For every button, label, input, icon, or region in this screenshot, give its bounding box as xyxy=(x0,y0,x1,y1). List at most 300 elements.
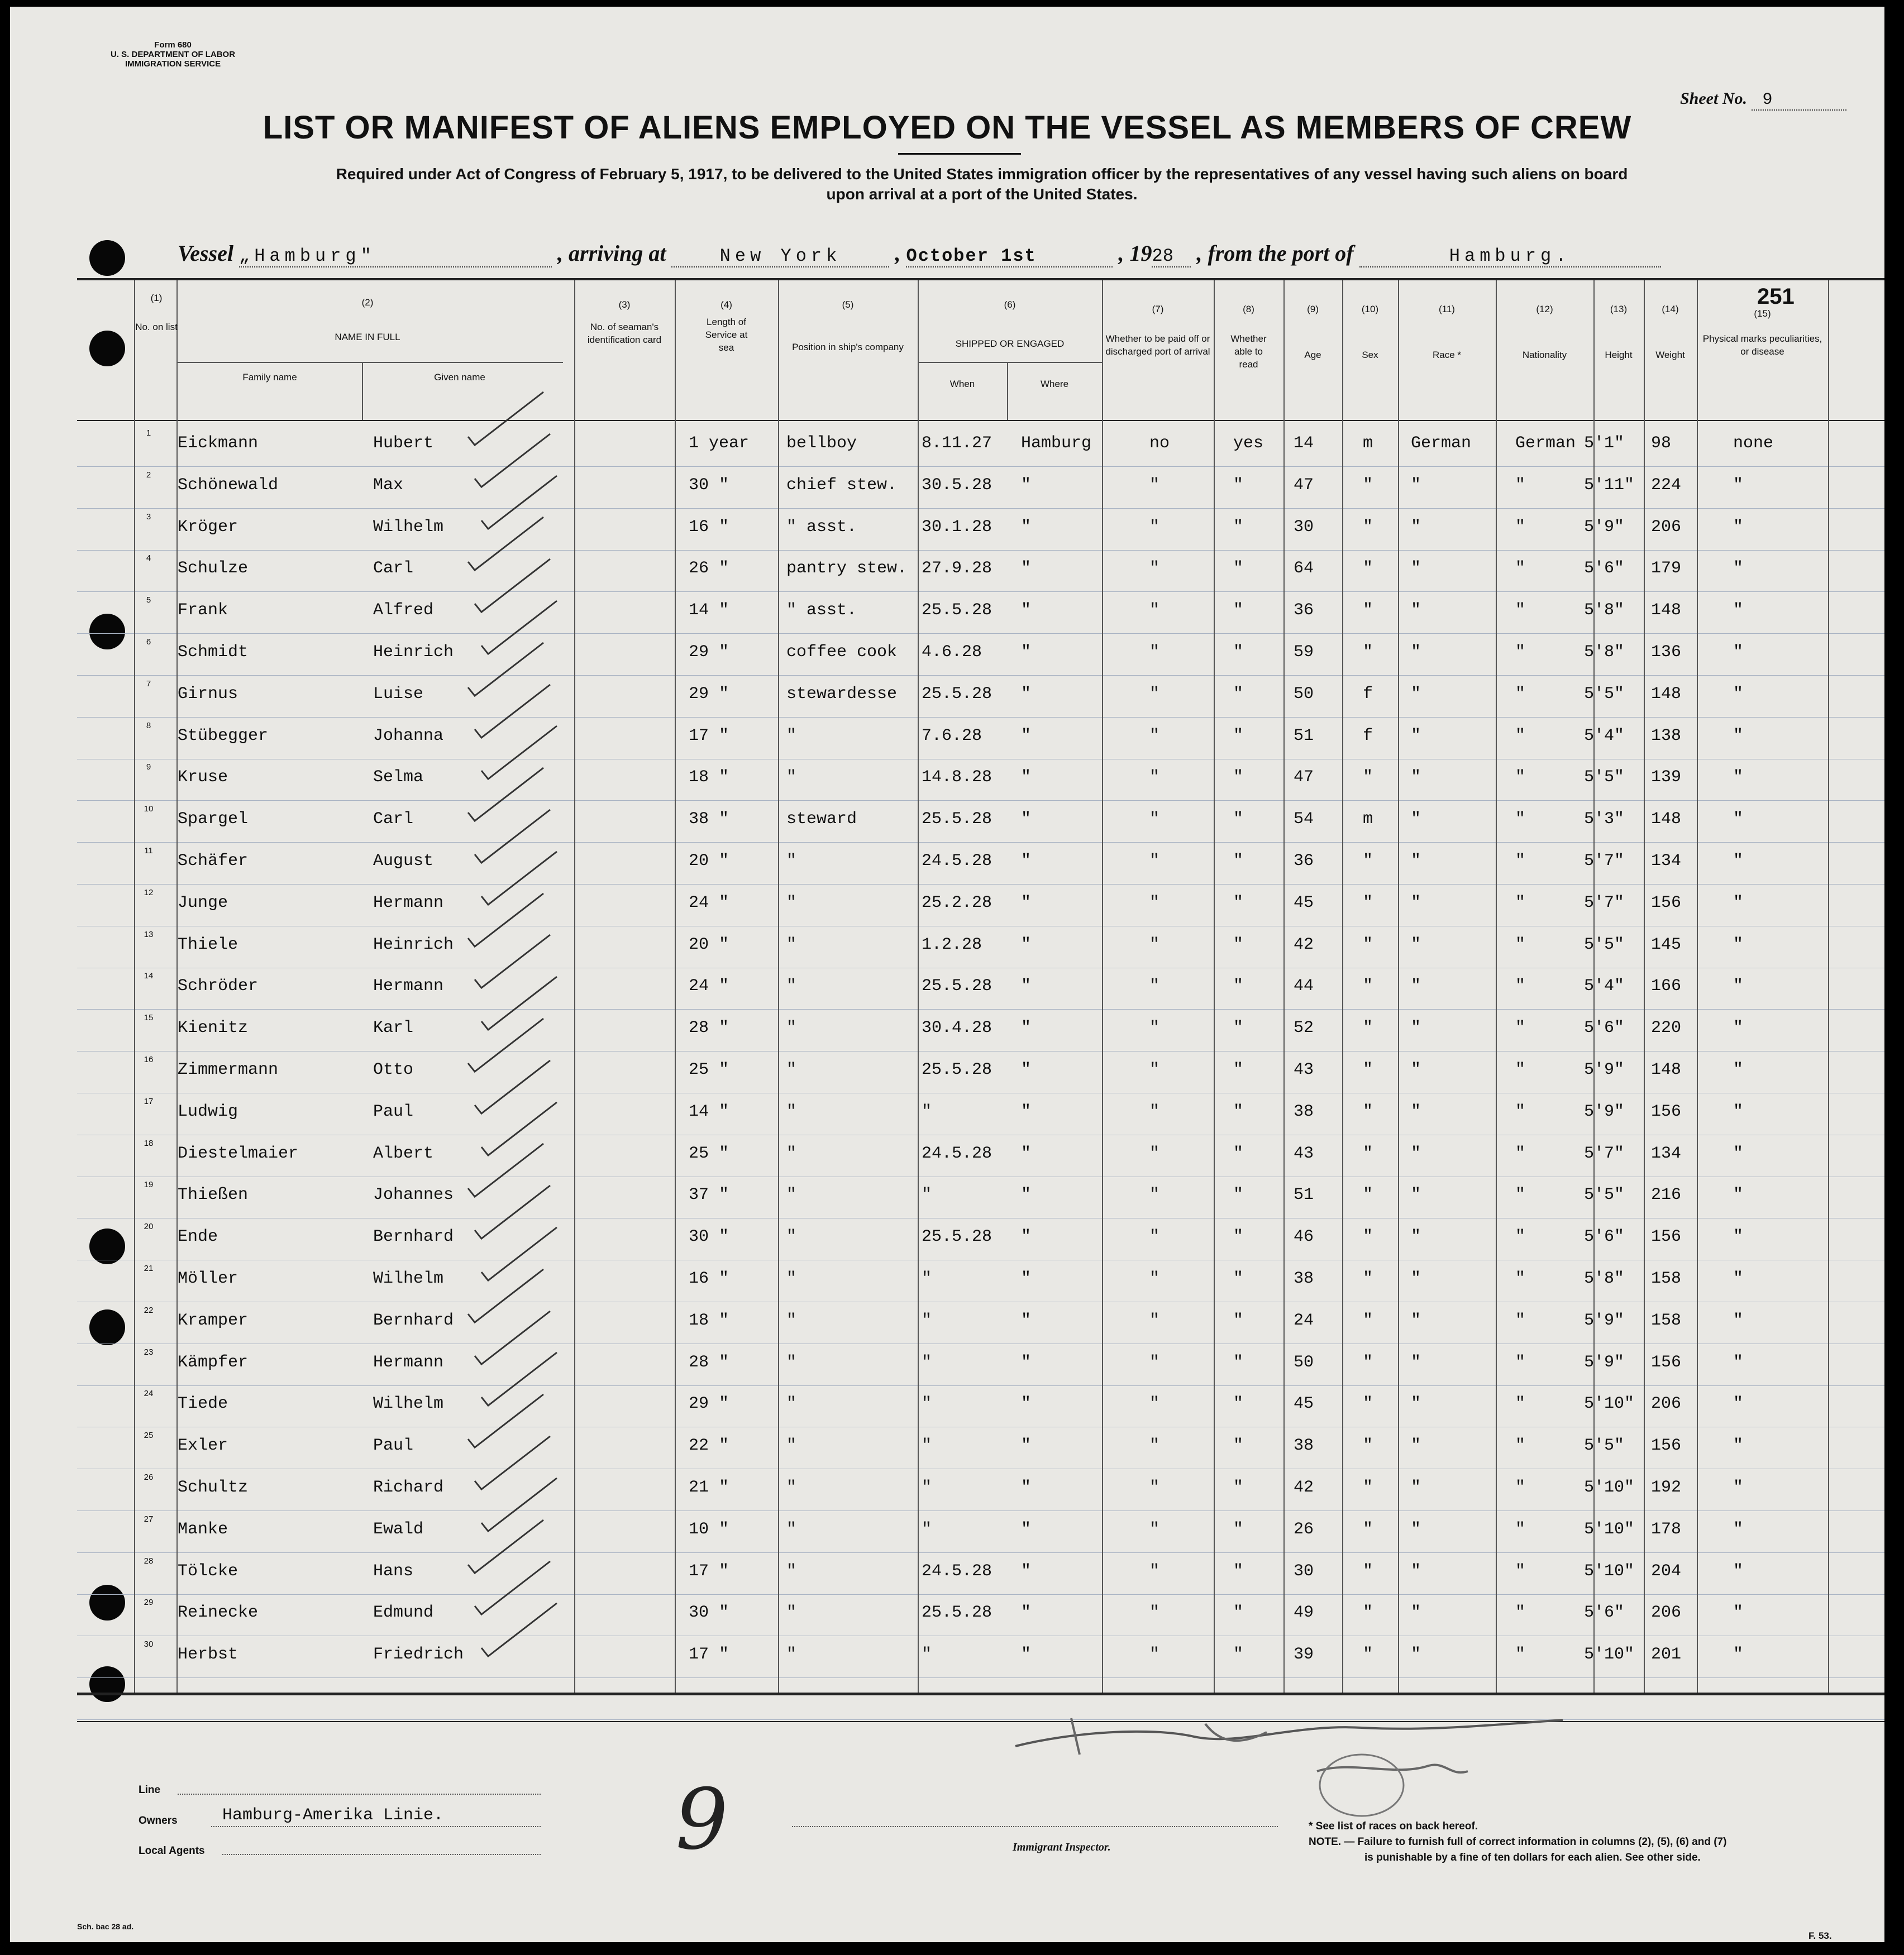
race: " xyxy=(1411,1227,1421,1246)
column-number: (3) xyxy=(618,299,631,310)
column-number: (4) xyxy=(720,299,732,310)
nationality: " xyxy=(1515,810,1526,829)
race: " xyxy=(1411,1019,1421,1038)
age: 38 xyxy=(1294,1436,1314,1455)
length-of-service: 10 " xyxy=(689,1520,729,1539)
family-name: Frank xyxy=(178,601,228,620)
age: 36 xyxy=(1294,852,1314,871)
shipped-when: " xyxy=(922,1478,932,1497)
note-line: is punishable by a fine of ten dollars for each alien. See other side. xyxy=(1364,1852,1701,1863)
weight: 178 xyxy=(1651,1520,1682,1539)
physical-marks: " xyxy=(1733,1394,1744,1413)
nationality: " xyxy=(1515,768,1526,787)
age: 50 xyxy=(1294,1353,1314,1372)
arrival-year: 28 xyxy=(1152,246,1191,267)
paid-off: " xyxy=(1149,852,1160,871)
column-number: (10) xyxy=(1361,304,1379,314)
nationality: " xyxy=(1515,1227,1526,1246)
shipped-when: " xyxy=(922,1436,932,1455)
physical-marks: " xyxy=(1733,1019,1744,1038)
header-height: Height xyxy=(1605,350,1633,360)
rownum: 14 xyxy=(144,971,154,981)
column-number: (2) xyxy=(361,297,374,308)
given-name: Ewald xyxy=(373,1520,424,1539)
given-name: Bernhard xyxy=(373,1227,454,1246)
weight: 145 xyxy=(1651,935,1682,954)
ruled-line xyxy=(77,800,1884,801)
nationality: " xyxy=(1515,476,1526,495)
punch-hole xyxy=(89,1309,125,1345)
position: " xyxy=(786,1060,797,1079)
family-name: Reinecke xyxy=(178,1603,259,1622)
family-name: Spargel xyxy=(178,810,249,829)
sex: " xyxy=(1363,1269,1373,1288)
able-to-read: " xyxy=(1233,1186,1244,1204)
age: 54 xyxy=(1294,810,1314,829)
paid-off: " xyxy=(1149,893,1160,912)
length-of-service: 29 " xyxy=(689,1394,729,1413)
position: " asst. xyxy=(786,518,857,537)
printer-code: Sch. bac 28 ad. xyxy=(77,1922,134,1931)
footnote xyxy=(1309,1819,1726,1866)
column-number: (8) xyxy=(1243,304,1254,314)
race: " xyxy=(1411,1269,1421,1288)
physical-marks: " xyxy=(1733,1311,1744,1330)
header-given-name: Given name xyxy=(434,372,485,383)
position: pantry stew. xyxy=(786,559,908,578)
header-age: Age xyxy=(1304,350,1321,360)
age: 51 xyxy=(1294,1186,1314,1204)
weight: 216 xyxy=(1651,1186,1682,1204)
ruled-line xyxy=(77,842,1884,843)
weight: 148 xyxy=(1651,601,1682,620)
nationality: " xyxy=(1515,1019,1526,1038)
weight: 134 xyxy=(1651,1144,1682,1163)
page-title: LIST OR MANIFEST OF ALIENS EMPLOYED ON THE VESSEL AS MEMBERS OF CREW xyxy=(263,109,1632,146)
weight: 156 xyxy=(1651,1102,1682,1121)
rownum: 28 xyxy=(144,1556,154,1566)
position: " xyxy=(786,1436,797,1455)
shipped-when: 24.5.28 xyxy=(922,1144,992,1163)
nationality: " xyxy=(1515,1311,1526,1330)
age: 38 xyxy=(1294,1102,1314,1121)
sheet-number-label: Sheet No. xyxy=(1680,89,1747,108)
header-when: When xyxy=(949,379,975,389)
family-name: Kämpfer xyxy=(178,1353,249,1372)
shipped-when: 1.2.28 xyxy=(922,935,982,954)
position: " xyxy=(786,852,797,871)
shipped-when: " xyxy=(922,1520,932,1539)
header-weight: Weight xyxy=(1655,350,1685,360)
age: 52 xyxy=(1294,1019,1314,1038)
length-of-service: 26 " xyxy=(689,559,729,578)
race: " xyxy=(1411,1436,1421,1455)
paid-off: " xyxy=(1149,726,1160,745)
family-name: Junge xyxy=(178,893,228,912)
owners-label: Owners xyxy=(139,1815,178,1827)
physical-marks: " xyxy=(1733,1144,1744,1163)
shipped-where: " xyxy=(1021,1186,1032,1204)
nationality: " xyxy=(1515,893,1526,912)
shipped-when: 25.5.28 xyxy=(922,685,992,704)
shipped-when: 25.5.28 xyxy=(922,810,992,829)
race: " xyxy=(1411,685,1421,704)
family-name: Schmidt xyxy=(178,643,249,662)
rownum: 20 xyxy=(144,1222,154,1231)
length-of-service: 30 " xyxy=(689,1227,729,1246)
able-to-read: " xyxy=(1233,1520,1244,1539)
physical-marks: " xyxy=(1733,1603,1744,1622)
shipped-where: " xyxy=(1021,810,1032,829)
family-name: Manke xyxy=(178,1520,228,1539)
race: " xyxy=(1411,1520,1421,1539)
column-rule xyxy=(1828,280,1829,1693)
nationality: " xyxy=(1515,852,1526,871)
subheader-rule xyxy=(918,362,1102,363)
length-of-service: 18 " xyxy=(689,768,729,787)
physical-marks: " xyxy=(1733,1478,1744,1497)
height: 5'6" xyxy=(1584,1227,1625,1246)
family-name: Ende xyxy=(178,1227,218,1246)
position: " xyxy=(786,1562,797,1581)
physical-marks: " xyxy=(1733,1520,1744,1539)
able-to-read: " xyxy=(1233,1562,1244,1581)
nationality: " xyxy=(1515,1436,1526,1455)
physical-marks: none xyxy=(1733,434,1774,453)
nationality: " xyxy=(1515,1102,1526,1121)
length-of-service: 38 " xyxy=(689,810,729,829)
weight: 156 xyxy=(1651,1353,1682,1372)
able-to-read: " xyxy=(1233,893,1244,912)
height: 5'4" xyxy=(1584,726,1625,745)
nationality: " xyxy=(1515,977,1526,996)
rownum: 19 xyxy=(144,1180,154,1189)
rownum: 27 xyxy=(144,1514,154,1524)
shipped-where: " xyxy=(1021,935,1032,954)
length-of-service: 16 " xyxy=(689,1269,729,1288)
age: 14 xyxy=(1294,434,1314,453)
paid-off: " xyxy=(1149,1144,1160,1163)
rownum: 13 xyxy=(144,930,154,939)
title-underline xyxy=(898,153,1021,155)
length-of-service: 20 " xyxy=(689,935,729,954)
paid-off: " xyxy=(1149,643,1160,662)
shipped-where: Hamburg xyxy=(1021,434,1092,453)
ruled-line xyxy=(77,591,1884,592)
table-bottom-rule xyxy=(77,1693,1884,1695)
sex: " xyxy=(1363,1645,1373,1664)
physical-marks: " xyxy=(1733,643,1744,662)
given-name: Hermann xyxy=(373,893,444,912)
physical-marks: " xyxy=(1733,476,1744,495)
ruled-line xyxy=(77,466,1884,467)
weight: 206 xyxy=(1651,518,1682,537)
sheet-number-value: 9 xyxy=(1752,90,1846,111)
physical-marks: " xyxy=(1733,518,1744,537)
given-name: Max xyxy=(373,476,404,495)
age: 43 xyxy=(1294,1144,1314,1163)
shipped-when: 25.5.28 xyxy=(922,1227,992,1246)
position: steward xyxy=(786,810,857,829)
family-name: Kienitz xyxy=(178,1019,249,1038)
sex: " xyxy=(1363,1353,1373,1372)
paid-off: " xyxy=(1149,559,1160,578)
able-to-read: " xyxy=(1233,1269,1244,1288)
shipped-where: " xyxy=(1021,1269,1032,1288)
race: " xyxy=(1411,643,1421,662)
arrival-date: October 1st xyxy=(906,246,1113,267)
family-name: Eickmann xyxy=(178,434,259,453)
shipped-where: " xyxy=(1021,518,1032,537)
physical-marks: " xyxy=(1733,1186,1744,1204)
able-to-read: " xyxy=(1233,1353,1244,1372)
able-to-read: " xyxy=(1233,1478,1244,1497)
header-id-card: No. of seaman's identification card xyxy=(587,322,662,345)
header-race: Race * xyxy=(1432,350,1462,360)
family-name: Thiele xyxy=(178,935,238,954)
length-of-service: 29 " xyxy=(689,643,729,662)
position: " asst. xyxy=(786,601,857,620)
punch-hole xyxy=(89,331,125,366)
height: 5'5" xyxy=(1584,685,1625,704)
shipped-when: 27.9.28 xyxy=(922,559,992,578)
weight: 179 xyxy=(1651,559,1682,578)
family-name: Kruse xyxy=(178,768,228,787)
vessel-name: „Hamburg" xyxy=(239,246,552,267)
nationality: " xyxy=(1515,935,1526,954)
able-to-read: " xyxy=(1233,1102,1244,1121)
rownum: 2 xyxy=(146,470,151,480)
paid-off: " xyxy=(1149,1019,1160,1038)
form-number: Form 680 xyxy=(154,40,192,50)
length-of-service: 30 " xyxy=(689,1603,729,1622)
shipped-where: " xyxy=(1021,1060,1032,1079)
shipped-when: " xyxy=(922,1311,932,1330)
position: " xyxy=(786,1227,797,1246)
weight: 148 xyxy=(1651,810,1682,829)
rownum: 29 xyxy=(144,1598,154,1607)
column-number: (5) xyxy=(842,299,854,310)
physical-marks: " xyxy=(1733,685,1744,704)
shipped-when: 25.5.28 xyxy=(922,1060,992,1079)
age: 46 xyxy=(1294,1227,1314,1246)
punch-hole xyxy=(89,1666,125,1702)
age: 42 xyxy=(1294,935,1314,954)
physical-marks: " xyxy=(1733,1102,1744,1121)
departure-port: Hamburg. xyxy=(1359,246,1661,267)
given-name: Selma xyxy=(373,768,424,787)
family-name: Kramper xyxy=(178,1311,249,1330)
able-to-read: " xyxy=(1233,1645,1244,1664)
local-agents-label: Local Agents xyxy=(139,1845,205,1857)
given-name: Karl xyxy=(373,1019,414,1038)
given-name: Wilhelm xyxy=(373,518,444,537)
race: " xyxy=(1411,1311,1421,1330)
rownum: 30 xyxy=(144,1639,154,1649)
nationality: " xyxy=(1515,685,1526,704)
height: 5'8" xyxy=(1584,643,1625,662)
shipped-where: " xyxy=(1021,1394,1032,1413)
races-reference: * See list of races on back hereof. xyxy=(1309,1820,1478,1832)
sex: " xyxy=(1363,935,1373,954)
length-of-service: 37 " xyxy=(689,1186,729,1204)
length-of-service: 14 " xyxy=(689,1102,729,1121)
nationality: " xyxy=(1515,1394,1526,1413)
inspector-field xyxy=(792,1826,1278,1827)
family-name: Ludwig xyxy=(178,1102,238,1121)
shipped-when: 25.5.28 xyxy=(922,1603,992,1622)
header-length-service: Length of Service at sea xyxy=(705,317,748,353)
shipped-when: 25.5.28 xyxy=(922,601,992,620)
header-position: Position in ship's company xyxy=(792,342,904,352)
nationality: " xyxy=(1515,726,1526,745)
shipped-where: " xyxy=(1021,685,1032,704)
footer-rule xyxy=(77,1721,1884,1722)
weight: 148 xyxy=(1651,1060,1682,1079)
line-label: Line xyxy=(139,1784,161,1796)
age: 47 xyxy=(1294,768,1314,787)
header-shipped: SHIPPED OR ENGAGED xyxy=(955,338,1065,349)
ruled-line xyxy=(77,1594,1884,1595)
rownum: 21 xyxy=(144,1264,154,1273)
paid-off: " xyxy=(1149,601,1160,620)
able-to-read: yes xyxy=(1233,434,1264,453)
given-name: Paul xyxy=(373,1436,414,1455)
weight: 201 xyxy=(1651,1645,1682,1664)
able-to-read: " xyxy=(1233,518,1244,537)
sex: " xyxy=(1363,601,1373,620)
table-top-rule xyxy=(77,278,1884,280)
race: " xyxy=(1411,1645,1421,1664)
race: " xyxy=(1411,1394,1421,1413)
height: 5'3" xyxy=(1584,810,1625,829)
length-of-service: 18 " xyxy=(689,1311,729,1330)
family-name: Tölcke xyxy=(178,1562,238,1581)
height: 5'9" xyxy=(1584,1102,1625,1121)
position: " xyxy=(786,893,797,912)
shipped-when: " xyxy=(922,1353,932,1372)
able-to-read: " xyxy=(1233,977,1244,996)
paid-off: " xyxy=(1149,1520,1160,1539)
able-to-read: " xyxy=(1233,810,1244,829)
paid-off: " xyxy=(1149,1311,1160,1330)
able-to-read: " xyxy=(1233,1436,1244,1455)
height: 5'5" xyxy=(1584,1186,1625,1204)
length-of-service: 24 " xyxy=(689,977,729,996)
punch-hole xyxy=(89,240,125,276)
sex: " xyxy=(1363,1144,1373,1163)
given-name: Carl xyxy=(373,559,414,578)
sex: " xyxy=(1363,518,1373,537)
physical-marks: " xyxy=(1733,601,1744,620)
given-name: Hubert xyxy=(373,434,434,453)
paid-off: " xyxy=(1149,1394,1160,1413)
family-name: Schultz xyxy=(178,1478,249,1497)
age: 43 xyxy=(1294,1060,1314,1079)
height: 5'9" xyxy=(1584,518,1625,537)
given-name: Edmund xyxy=(373,1603,434,1622)
sex: " xyxy=(1363,1060,1373,1079)
age: 44 xyxy=(1294,977,1314,996)
line-field xyxy=(178,1794,541,1795)
position: " xyxy=(786,1394,797,1413)
height: 5'7" xyxy=(1584,852,1625,871)
owners-value: Hamburg-Amerika Linie. xyxy=(222,1806,444,1825)
sex: " xyxy=(1363,1311,1373,1330)
rownum: 25 xyxy=(144,1431,154,1440)
age: 49 xyxy=(1294,1603,1314,1622)
subtitle-line: upon arrival at a port of the United States. xyxy=(826,185,1138,203)
age: 24 xyxy=(1294,1311,1314,1330)
position: " xyxy=(786,1269,797,1288)
height: 5'8" xyxy=(1584,1269,1625,1288)
shipped-where: " xyxy=(1021,1603,1032,1622)
physical-marks: " xyxy=(1733,1060,1744,1079)
age: 26 xyxy=(1294,1520,1314,1539)
age: 45 xyxy=(1294,893,1314,912)
able-to-read: " xyxy=(1233,935,1244,954)
paid-off: " xyxy=(1149,1060,1160,1079)
physical-marks: " xyxy=(1733,852,1744,871)
height: 5'6" xyxy=(1584,1603,1625,1622)
form-identifier xyxy=(111,40,235,69)
sex: m xyxy=(1363,810,1373,829)
length-of-service: 14 " xyxy=(689,601,729,620)
able-to-read: " xyxy=(1233,476,1244,495)
weight: 220 xyxy=(1651,1019,1682,1038)
paid-off: " xyxy=(1149,1562,1160,1581)
length-of-service: 28 " xyxy=(689,1353,729,1372)
position: " xyxy=(786,1603,797,1622)
weight: 192 xyxy=(1651,1478,1682,1497)
owners-field xyxy=(211,1826,541,1827)
ruled-line xyxy=(77,675,1884,676)
column-number: (11) xyxy=(1439,304,1455,314)
physical-marks: " xyxy=(1733,1353,1744,1372)
column-rule xyxy=(1496,280,1497,1693)
position: stewardesse xyxy=(786,685,898,704)
height: 5'9" xyxy=(1584,1353,1625,1372)
rownum: 26 xyxy=(144,1473,154,1482)
rownum: 10 xyxy=(144,804,154,814)
column-rule xyxy=(1214,280,1215,1693)
inspector-label: Immigrant Inspector. xyxy=(1013,1841,1111,1853)
nationality: " xyxy=(1515,1645,1526,1664)
vessel-line: Vessel „Hamburg" , arriving at New York , October 1st , 1928 , from the port of Hamburg. xyxy=(178,240,1661,267)
length-of-service: 17 " xyxy=(689,726,729,745)
handwritten-sheet-number: 9 xyxy=(666,1771,737,1868)
nationality: " xyxy=(1515,643,1526,662)
sex: " xyxy=(1363,559,1373,578)
position: " xyxy=(786,977,797,996)
sex: " xyxy=(1363,1478,1373,1497)
sex: " xyxy=(1363,1186,1373,1204)
column-number: (15) xyxy=(1754,308,1771,319)
age: 39 xyxy=(1294,1645,1314,1664)
position: " xyxy=(786,935,797,954)
punch-hole xyxy=(89,1229,125,1264)
position: " xyxy=(786,1144,797,1163)
shipped-when: 14.8.28 xyxy=(922,768,992,787)
column-rule xyxy=(675,280,676,1693)
able-to-read: " xyxy=(1233,559,1244,578)
header-marks: Physical marks peculiarities, or disease xyxy=(1702,333,1822,357)
paid-off: " xyxy=(1149,1227,1160,1246)
column-number: (12) xyxy=(1536,304,1553,314)
length-of-service: 24 " xyxy=(689,893,729,912)
shipped-where: " xyxy=(1021,852,1032,871)
header-nationality: Nationality xyxy=(1522,350,1567,360)
